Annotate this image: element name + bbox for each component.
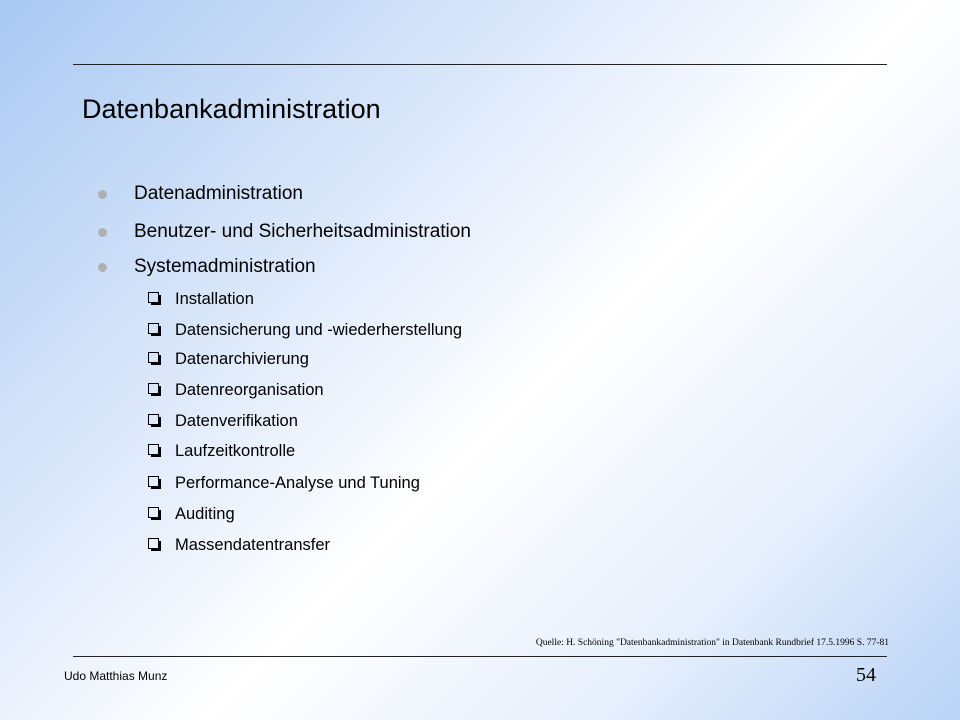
bullet-text: Datenadministration	[134, 183, 303, 204]
checkbox-bullet-icon	[148, 476, 159, 487]
top-divider	[73, 64, 887, 65]
sub-bullet-text: Datenarchivierung	[175, 350, 309, 368]
checkbox-bullet-icon	[148, 444, 159, 455]
checkbox-bullet-icon	[148, 414, 159, 425]
checkbox-bullet-icon	[148, 352, 159, 363]
sub-bullet-text: Performance-Analyse und Tuning	[175, 474, 420, 492]
sub-bullet-text: Installation	[175, 290, 254, 308]
bullet-text: Systemadministration	[134, 256, 316, 277]
checkbox-bullet-icon	[148, 323, 159, 334]
checkbox-bullet-icon	[148, 292, 159, 303]
bullet-text: Benutzer- und Sicherheitsadministration	[134, 221, 471, 242]
sub-bullet-text: Auditing	[175, 505, 235, 523]
slide-title: Datenbankadministration	[82, 94, 381, 124]
sub-bullet-text: Datenreorganisation	[175, 381, 324, 399]
sub-bullet-text: Laufzeitkontrolle	[175, 442, 296, 460]
author-name: Udo Matthias Munz	[64, 669, 168, 683]
sub-bullet-text: Datensicherung und -wiederherstellung	[175, 321, 463, 339]
page-number: 54	[856, 664, 876, 686]
sub-bullet-text: Massendatentransfer	[175, 536, 331, 554]
bottom-divider	[73, 656, 887, 657]
sub-bullet-text: Datenverifikation	[175, 412, 298, 430]
checkbox-bullet-icon	[148, 538, 159, 549]
bullet-dot-icon	[98, 263, 107, 272]
bullet-dot-icon	[98, 190, 107, 199]
checkbox-bullet-icon	[148, 383, 159, 394]
bullet-dot-icon	[98, 228, 107, 237]
checkbox-bullet-icon	[148, 507, 159, 518]
source-citation: Quelle: H. Schöning "Datenbankadministration" in Datenbank Rundbrief 17.5.1996 S. 77-81	[535, 638, 889, 648]
